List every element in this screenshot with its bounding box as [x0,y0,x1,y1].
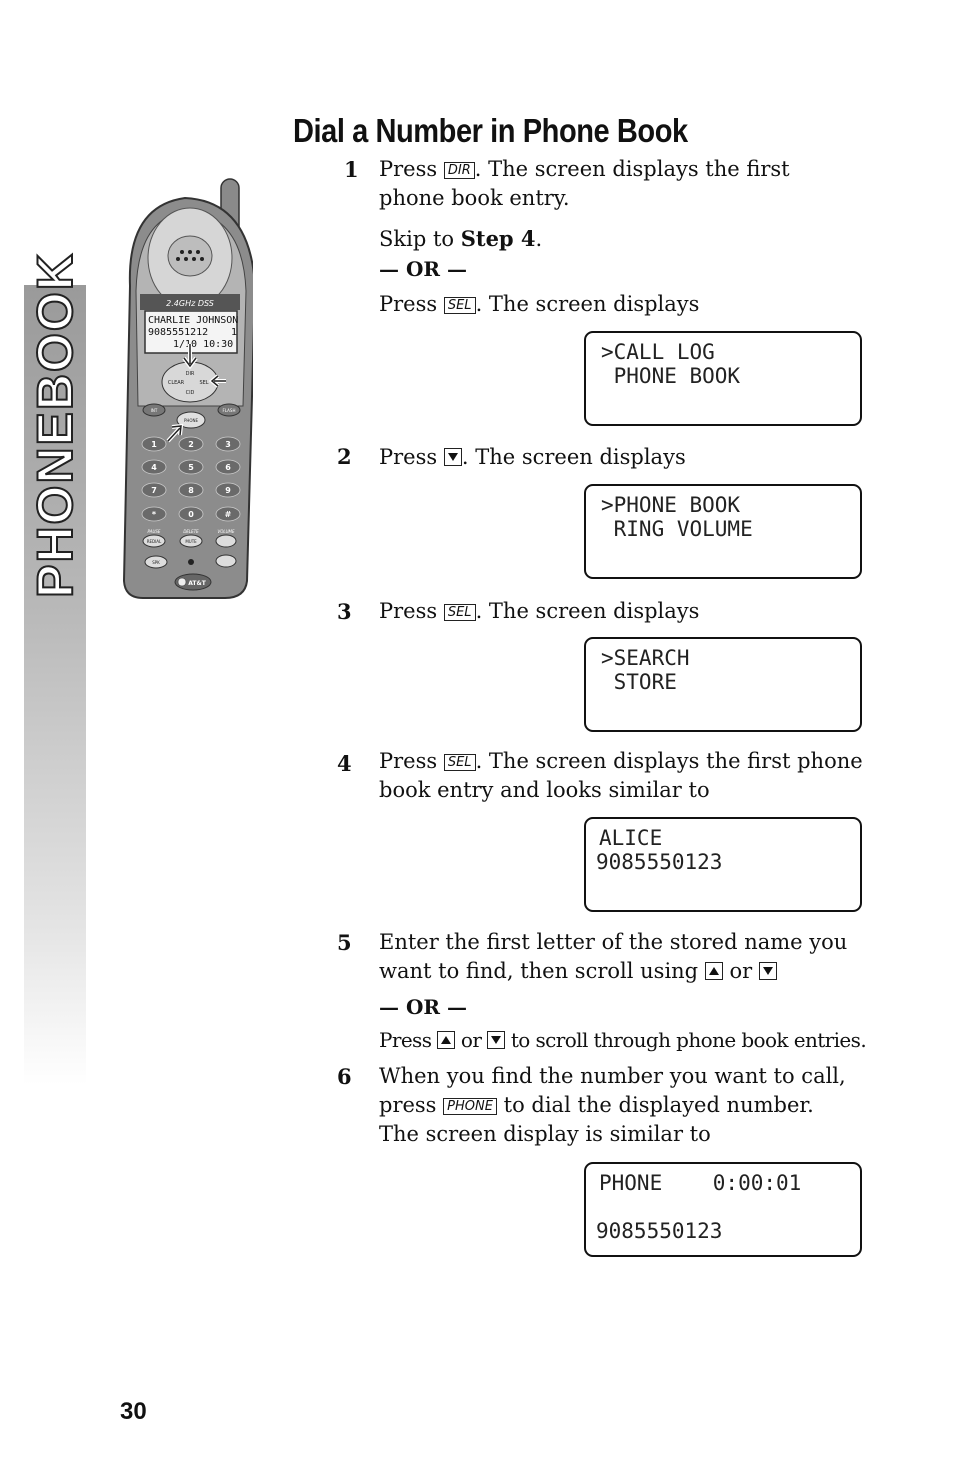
page-title: Dial a Number in Phone Book [293,112,688,149]
step-6-line-2 [379,1091,814,1120]
phone-key-label: PHONE [183,418,199,423]
volume-down-key [216,555,236,567]
step-4-line-2: book entry and looks similar to [379,778,710,802]
step-1-number: 1 [344,157,359,182]
up-arrow-key-icon [437,1031,455,1049]
step-2-number: 2 [337,444,352,469]
volume-label: VOLUME [217,529,235,534]
step-1-line-1 [379,155,790,184]
keypad-key-label: 6 [225,463,231,472]
step-4-press: Press [379,749,438,773]
keypad-key-label: 1 [151,440,157,449]
skip-period: . [535,227,543,251]
step-2-line [379,443,686,472]
step-5-line-2 [379,957,777,986]
up-arrow-key-icon [705,962,723,980]
step-1-alt-text: . The screen displays [475,292,700,316]
step-1-skip [379,224,542,254]
down-arrow-key-icon [759,962,777,980]
screen-line-2: 9085551212 [148,327,209,338]
step-5-alt-or: or [460,1028,482,1052]
lcd-display-phone-book [584,484,862,579]
step-2-press: Press [379,445,438,469]
lcd-line-2: RING VOLUME [601,517,753,541]
earpiece [168,236,212,276]
clear-key-label: CLEAR [167,380,185,386]
sel-key-label: SEL [199,380,209,386]
lcd-line-2: PHONE BOOK [601,364,741,388]
step-5-line-1: Enter the first letter of the stored name you [379,930,848,954]
keypad-key-label: 2 [188,440,194,449]
step-6-number: 6 [337,1064,352,1089]
step-3-press: Press [379,599,438,623]
lcd-display-entry [584,817,862,912]
page-number: 30 [120,1398,147,1425]
dir-key-icon: DIR [444,162,475,179]
step-4-text: . The screen displays the first phone [475,749,863,773]
pause-label: PAUSE [147,529,161,534]
step-6-text: to dial the displayed number. [503,1093,814,1117]
phone-key-icon: PHONE [443,1098,497,1115]
sel-key-icon: SEL [444,604,476,621]
lcd-line-2: STORE [601,670,677,694]
microphone-hole [188,559,194,565]
step-1-line-2: phone book entry. [379,186,570,210]
step-3-number: 3 [337,599,352,624]
step-4-line-1 [379,747,863,776]
skip-text: Skip to [379,227,461,251]
sel-key-icon: SEL [444,754,476,771]
int-key-label: INT [150,408,158,413]
sel-key-icon: SEL [444,297,476,314]
spk-key-label: SPK [152,560,160,565]
step-1-alt-line [379,290,699,319]
down-arrow-key-icon [487,1031,505,1049]
lcd-line-1: PHONE 0:00:01 [599,1171,802,1195]
keypad-key-label: * [151,510,157,519]
lcd-display-search [584,637,862,732]
skip-step-ref: Step 4 [460,226,536,251]
step-5-line-2-text: want to find, then scroll using [379,959,699,983]
keypad-key-label: # [224,510,232,519]
lcd-line-1: >PHONE BOOK [601,493,741,517]
step-5-or-divider: — OR — [379,995,467,1019]
keypad-key-label: 5 [188,463,194,472]
volume-up-key [216,535,236,547]
mute-key-label: MUTE [185,539,197,544]
screen-line-2-right: 1 [231,327,238,338]
step-3-text: . The screen displays [475,599,700,623]
lcd-line-1: ALICE [599,826,663,850]
badge-text: 2.4GHz DSS [166,299,214,308]
step-5-or-word: or [729,959,753,983]
cid-key-label: CID [185,390,195,396]
step-1-alt-press: Press [379,292,438,316]
step-6-line-1: When you find the number you want to call, [379,1064,846,1088]
step-1-text: . The screen displays the first [474,157,790,181]
keypad-key-label: 8 [188,486,194,495]
step-3-line [379,597,699,626]
step-4-number: 4 [337,751,352,776]
step-1-or-divider: — OR — [379,257,467,281]
down-arrow-key-icon [444,448,462,466]
lcd-line-2: 9085550123 [596,850,723,874]
brand-logo-text: AT&T [188,580,206,587]
keypad-key-label: 7 [151,486,157,495]
screen-line-1: CHARLIE JOHNSON [148,315,239,326]
step-5-alt-line [379,1026,866,1055]
flash-key-label: FLASH [222,408,236,413]
lcd-display-call-timer [584,1162,862,1257]
step-5-alt-text: to scroll through phone book entries. [510,1028,867,1052]
lcd-display-call-log [584,331,862,426]
step-1-press: Press [379,157,438,181]
keypad-key-label: 3 [225,440,231,449]
lcd-line-1: >CALL LOG [601,340,715,364]
keypad-key-label: 0 [188,510,194,519]
delete-label: DELETE [183,529,199,534]
step-5-number: 5 [337,930,352,955]
keypad-key-label: 9 [225,486,231,495]
redial-key-label: REDIAL [146,539,162,544]
step-2-text: . The screen displays [461,445,686,469]
lcd-line-2: 9085550123 [596,1219,723,1243]
step-5-alt-press: Press [379,1028,432,1052]
screen-line-3: 1/10 10:30 [173,339,234,350]
lcd-line-1: >SEARCH [601,646,690,670]
step-6-press: press [379,1093,437,1117]
section-tab-label: PHONEBOOK [27,252,83,598]
keypad-key-label: 4 [151,463,157,472]
handset-illustration [118,176,253,601]
step-6-line-3: The screen display is similar to [379,1122,711,1146]
dir-key-label: DIR [185,371,195,377]
brand-globe-icon [178,578,186,586]
